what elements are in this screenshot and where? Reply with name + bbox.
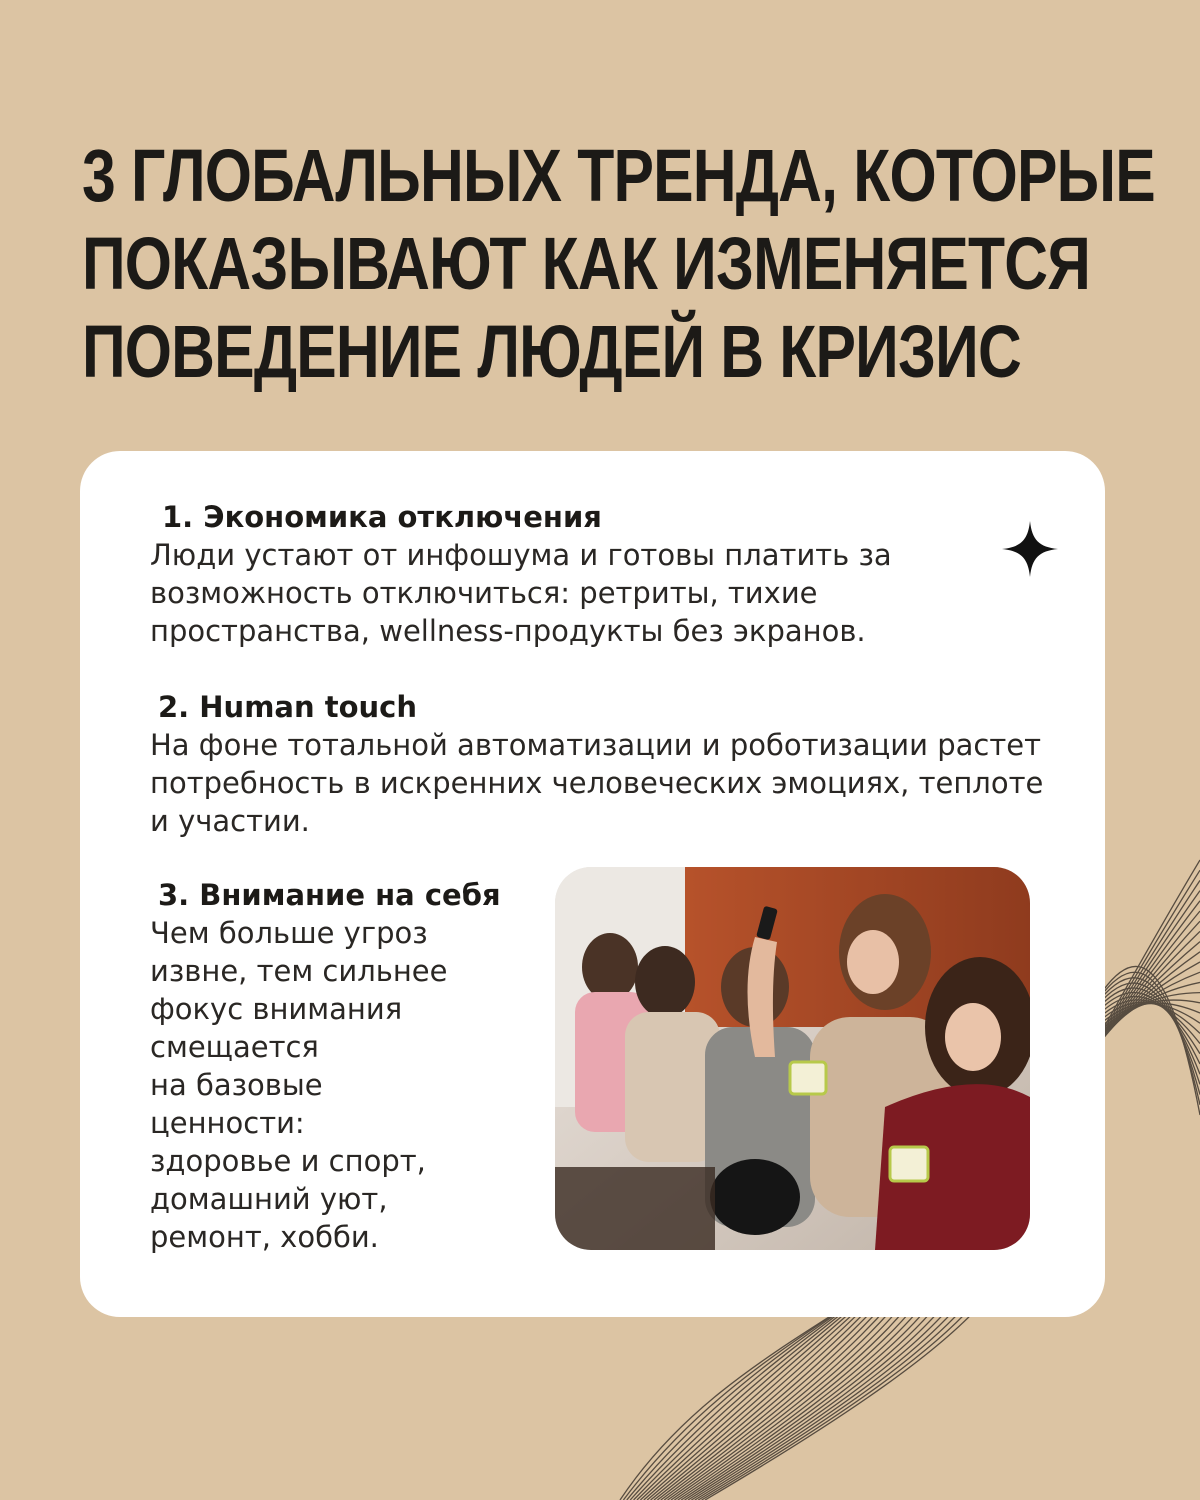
trend-body-3-line: смещается bbox=[150, 1030, 319, 1064]
title-line-3: ПОВЕДЕНИЕ ЛЮДЕЙ В КРИЗИС bbox=[82, 310, 1021, 393]
trend-heading-3: 3. Внимание на себя bbox=[158, 878, 501, 912]
trend-item-3 bbox=[150, 876, 550, 1256]
trend-item-2 bbox=[150, 688, 1070, 840]
trend-body-3 bbox=[150, 914, 550, 1256]
trend-heading-2: 2. Human touch bbox=[158, 690, 418, 724]
title-line-1: 3 ГЛОБАЛЬНЫХ ТРЕНДА, КОТОРЫЕ bbox=[82, 134, 1155, 217]
trend-body-3-line: домашний уют, bbox=[150, 1182, 388, 1216]
page-title bbox=[82, 132, 1155, 396]
trend-body-3-line: извне, тем сильнее bbox=[150, 954, 448, 988]
trend-body-3-line: на базовые bbox=[150, 1068, 323, 1102]
trend-body-1: Люди устают от инфошума и готовы платить за возможность отключиться: ретриты, тихие пространства, wellness-продукты без экранов. bbox=[150, 538, 892, 648]
trend-heading-1: 1. Экономика отключения bbox=[162, 500, 602, 534]
trend-body-2: На фоне тотальной автоматизации и роботизации растет потребность в искренних человеческих эмоциях, теплоте и участии. bbox=[150, 728, 1044, 838]
trend-body-3-line: здоровье и спорт, bbox=[150, 1144, 426, 1178]
audience-photo bbox=[555, 867, 1030, 1250]
trend-body-3-line: фокус внимания bbox=[150, 992, 403, 1026]
trend-body-3-line: ценности: bbox=[150, 1106, 305, 1140]
trend-body-3-line: Чем больше угроз bbox=[150, 916, 428, 950]
trend-item-1 bbox=[150, 498, 1020, 650]
trend-body-3-line: ремонт, хобби. bbox=[150, 1220, 379, 1254]
title-line-2: ПОКАЗЫВАЮТ КАК ИЗМЕНЯЕТСЯ bbox=[82, 222, 1091, 305]
